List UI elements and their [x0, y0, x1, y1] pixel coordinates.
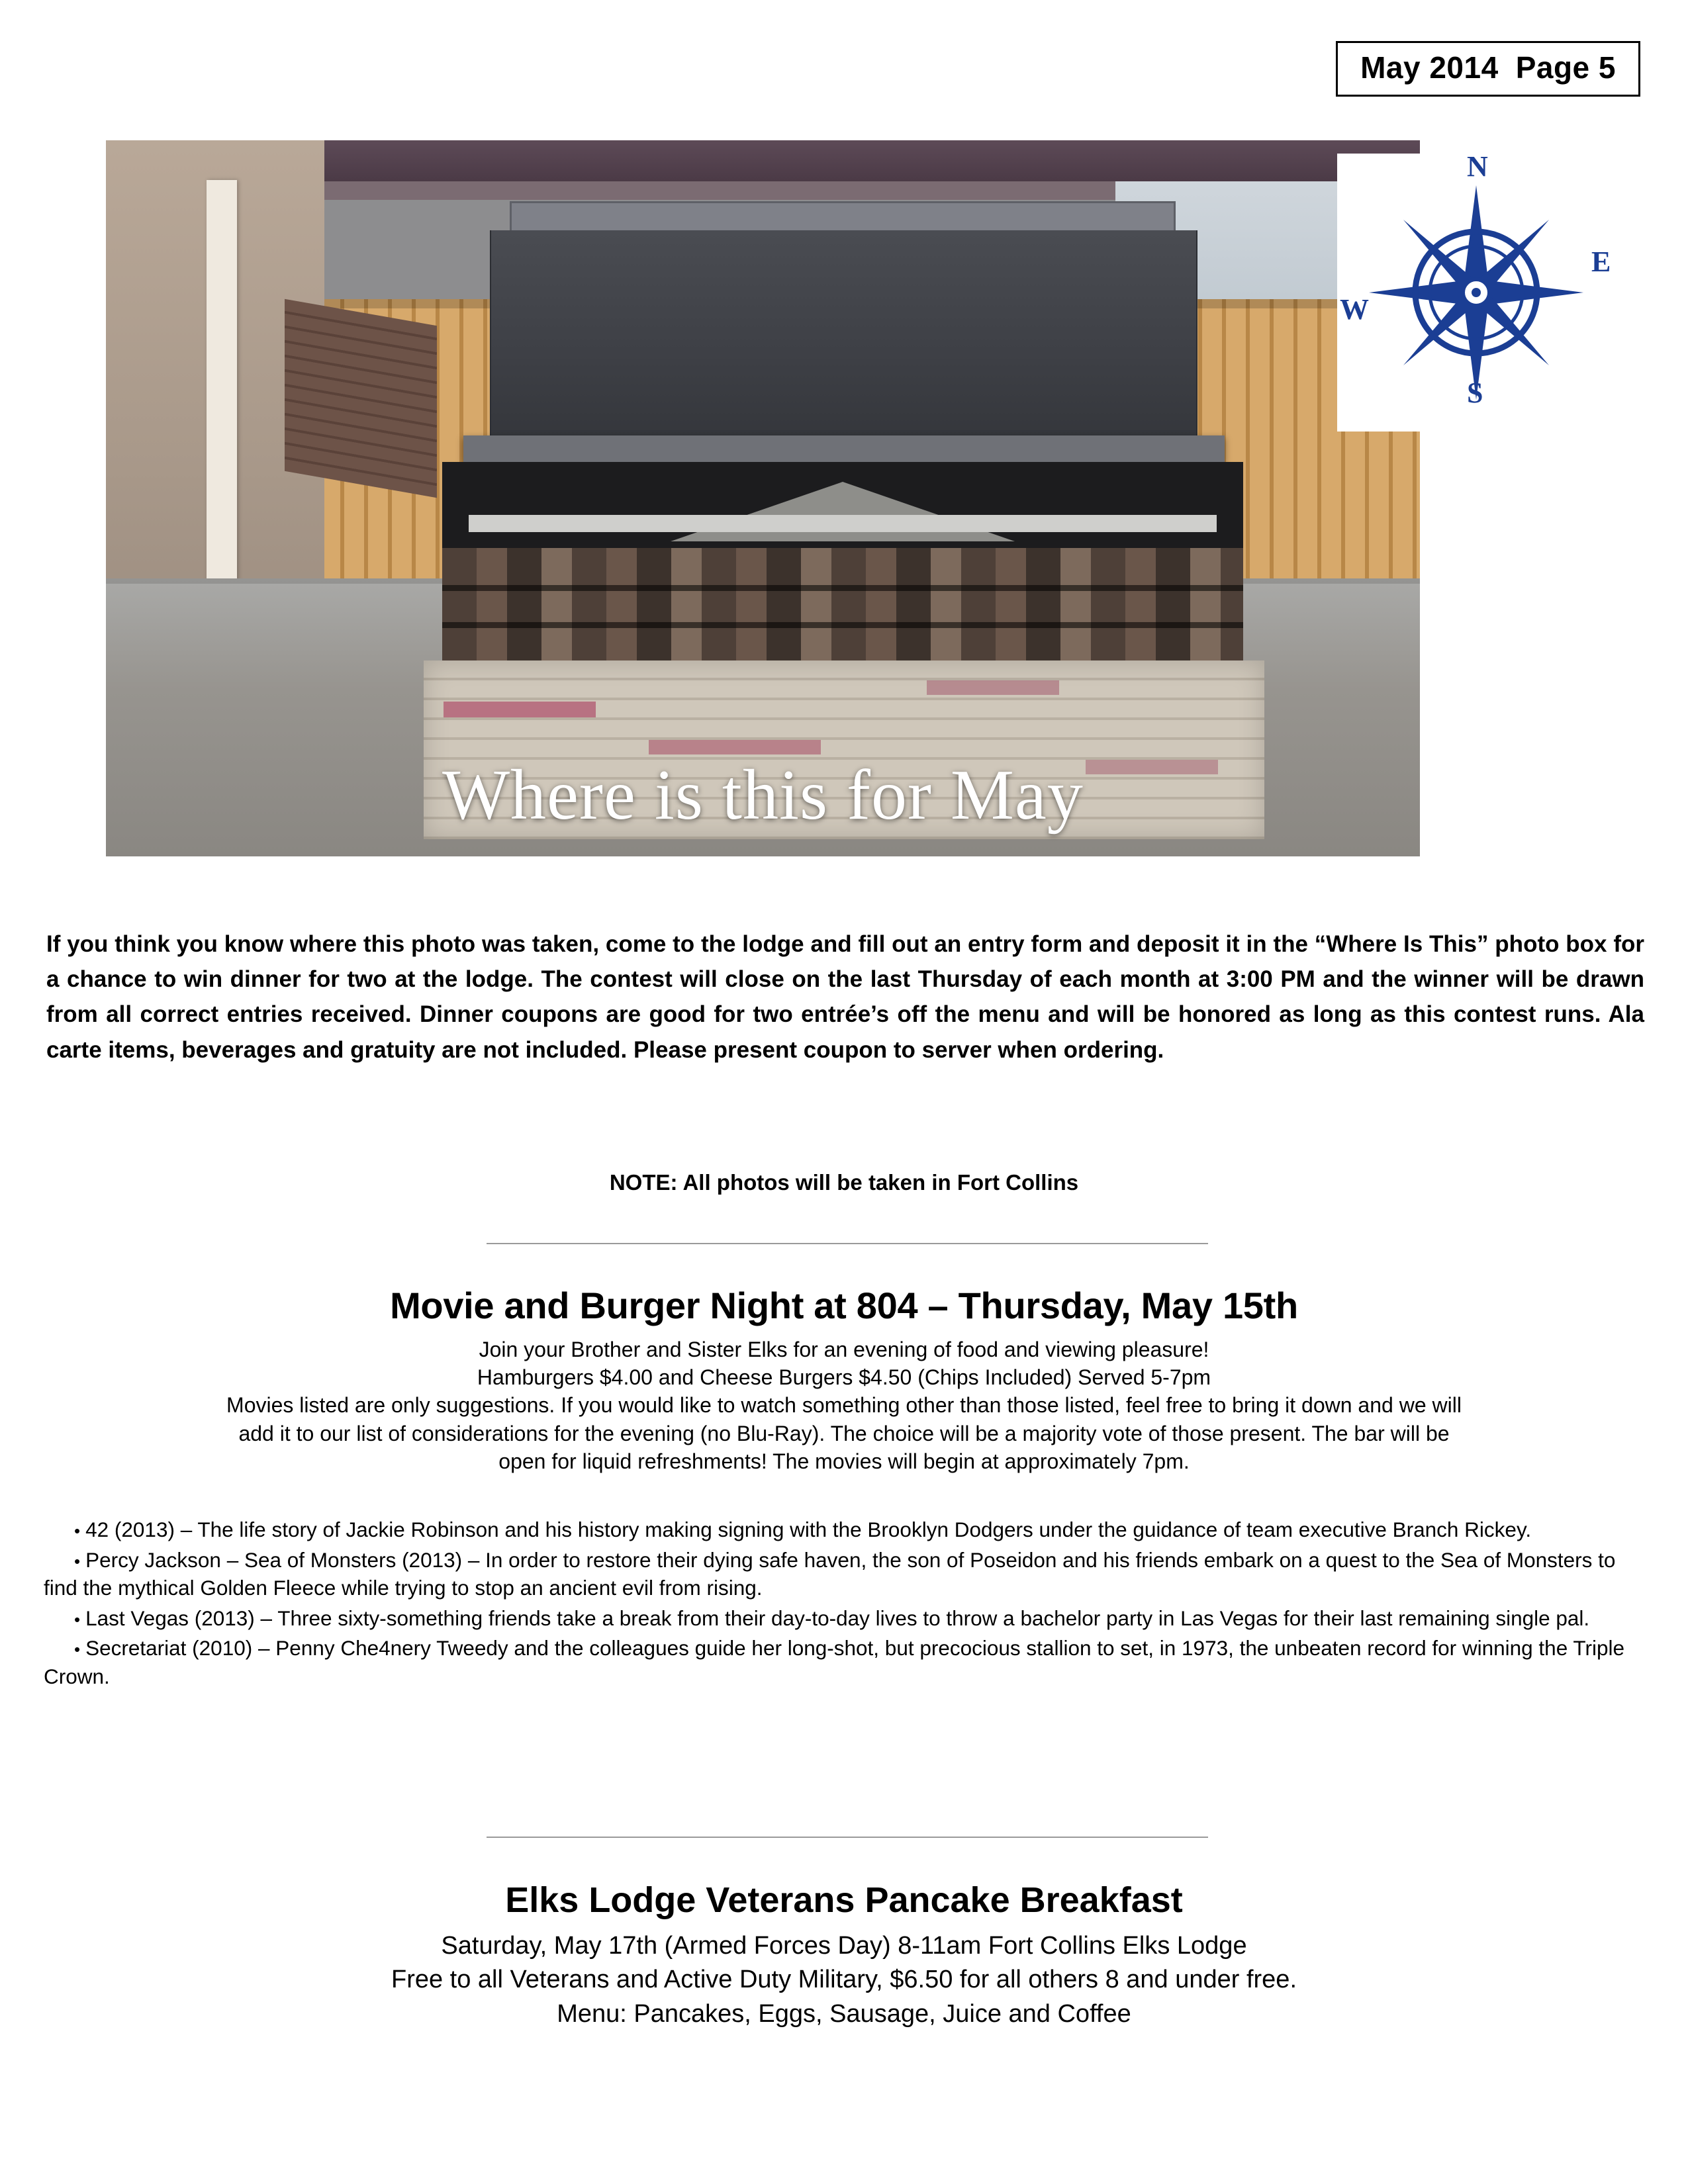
photo-caption: Where is this for May: [442, 756, 1084, 835]
photo-grill-interior: [442, 462, 1243, 660]
bullet-icon: •: [74, 1639, 81, 1660]
movie-list-item-text: Percy Jackson – Sea of Monsters (2013) – In order to restore their dying safe haven, the son of Poseidon and his friends embark on a quest to the Sea of Monsters to find the mythical Golden Fleece while trying to stop an ancient evil from rising.: [44, 1547, 1616, 1600]
movie-night-sub-line: open for liquid refreshments! The movies will begin at approximately 7pm.: [498, 1449, 1190, 1473]
pancake-breakfast-details: [40, 1929, 1648, 2031]
header-issue-date: May 2014: [1360, 50, 1499, 85]
movie-night-sub-line: Join your Brother and Sister Elks for an evening of food and viewing pleasure!: [479, 1338, 1209, 1361]
movie-night-sub-line: add it to our list of considerations for the evening (no Blu-Ray). The choice will be a majority vote of those present. The bar will be: [238, 1421, 1450, 1445]
photo-stone-accent: [444, 702, 596, 717]
photo-grill-vent: [671, 482, 1015, 541]
movie-list-item: [44, 1604, 1648, 1633]
movie-night-description: [40, 1336, 1648, 1475]
photo-grill-hood-lip: [463, 435, 1225, 462]
photo-shingle-roof: [285, 299, 437, 498]
bullet-icon: •: [74, 1521, 81, 1541]
photo-stone-accent: [649, 740, 821, 754]
contest-note: NOTE: All photos will be taken in Fort Collins: [609, 1170, 1079, 1195]
movie-list-item: [44, 1634, 1648, 1690]
compass-south-label: S: [1467, 377, 1483, 409]
movie-list-item-text: 42 (2013) – The life story of Jackie Robinson and his history making signing with the Brooklyn Dodgers under the guidance of team executive Branch Rickey.: [85, 1518, 1532, 1541]
pancake-breakfast-line: Saturday, May 17th (Armed Forces Day) 8-11am Fort Collins Elks Lodge: [441, 1932, 1247, 1960]
section-divider: [487, 1243, 1208, 1244]
compass-rose-icon: [1337, 150, 1615, 432]
contest-instructions: If you think you know where this photo was taken, come to the lodge and fill out an entry form and deposit it in the “Where Is This” photo box for a chance to win dinner for two at the lodge. The contest will close on the last Thursday of each month at 3:00 PM and the winner will be drawn from all correct entries received. Dinner coupons are good for two entrée’s off the menu and will be honored as long as this contest runs. Ala carte items, beverages and gratuity are not included. Please present coupon to server when ordering.: [46, 931, 1644, 1063]
pancake-breakfast-line: Menu: Pancakes, Eggs, Sausage, Juice and Coffee: [557, 1999, 1131, 2028]
compass-east-label: E: [1591, 246, 1611, 278]
pancake-breakfast-title: Elks Lodge Veterans Pancake Breakfast: [505, 1880, 1183, 1920]
pancake-breakfast-line: Free to all Veterans and Active Duty Military, $6.50 for all others 8 and under free.: [391, 1966, 1297, 1994]
movie-list-item: [44, 1546, 1648, 1602]
photo-firewood-stack: [442, 548, 1243, 660]
photo-illustration: [106, 140, 1420, 856]
movie-list-item: [44, 1516, 1648, 1544]
bullet-icon: •: [74, 1609, 81, 1629]
header-page-number: Page 5: [1515, 50, 1616, 85]
movie-list-item-text: Last Vegas (2013) – Three sixty-something friends take a break from their day-to-day lives to throw a bachelor party in Las Vegas for their last remaining single pal.: [85, 1606, 1590, 1630]
photo-grill-hood: [490, 230, 1197, 435]
where-is-this-photo: [106, 140, 1420, 856]
section-divider: [487, 1837, 1208, 1838]
movie-night-sub-line: Hamburgers $4.00 and Cheese Burgers $4.50 (Chips Included) Served 5-7pm: [477, 1365, 1211, 1390]
bullet-icon: •: [74, 1551, 81, 1571]
movie-night-sub-line: Movies listed are only suggestions. If you would like to watch something other than those listed, feel free to bring it down and we will: [226, 1393, 1462, 1418]
photo-stone-accent: [927, 680, 1059, 695]
movie-list-item-text: Secretariat (2010) – Penny Che4nery Tweedy and the colleagues guide her long-shot, but precocious stallion to set, in 1973, the unbeaten record for winning the Triple Crown.: [44, 1636, 1624, 1688]
movie-night-title: Movie and Burger Night at 804 – Thursday, May 15th: [390, 1285, 1298, 1326]
compass-west-label: W: [1340, 293, 1369, 326]
page-header-box: [1336, 41, 1640, 97]
compass-north-label: N: [1467, 150, 1488, 183]
photo-grill-grate: [469, 515, 1217, 532]
movie-list: [44, 1516, 1648, 1692]
